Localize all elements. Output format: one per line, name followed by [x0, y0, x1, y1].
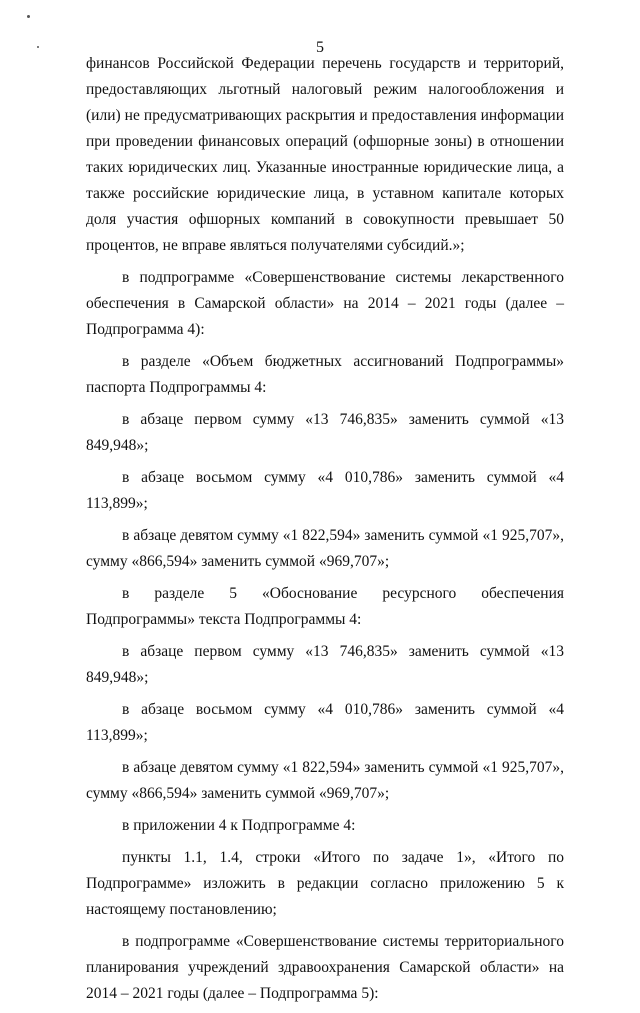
paragraph: в абзаце девятом сумму «1 822,594» заменить суммой «1 925,707», сумму «866,594» заменить суммой «969,707»; — [86, 759, 564, 802]
paragraph: в приложении 4 к Подпрограмме 4: — [122, 817, 356, 834]
paragraph: в абзаце первом сумму «13 746,835» заменить суммой «13 849,948»; — [86, 643, 564, 686]
paragraph: пункты 1.1, 1.4, строки «Итого по задаче 1», «Итого по Подпрограмме» изложить в редакции согласно приложению 5 к настоящему постановлению; — [86, 849, 564, 918]
paragraph: в абзаце восьмом сумму «4 010,786» заменить суммой «4 113,899»; — [86, 701, 564, 744]
paragraph-continuation: финансов Российской Федерации перечень государств и территорий, предоставляющих льготный налоговый режим налогообложения и (или) не предусматривающих раскрытия и предоставления информации при проведении финансовых операций (офшорные зоны) в отношении таких юридических лиц. Указанные иностранные юридические лица, а также российские юридические лица, в уставном капитале которых доля участия офшорных компаний в совокупности превышает 50 процентов, не вправе являться получателями субсидий.»; — [86, 55, 564, 254]
paragraph: в абзаце девятом сумму «1 822,594» заменить суммой «1 925,707», сумму «866,594» заменить суммой «969,707»; — [86, 527, 564, 570]
paragraph: в разделе «Объем бюджетных ассигнований Подпрограммы» паспорта Подпрограммы 4: — [86, 353, 564, 396]
paragraph: в абзаце восьмом сумму «4 010,786» заменить суммой «4 113,899»; — [86, 469, 564, 512]
paragraph: в подпрограмме «Совершенствование системы территориального планирования учреждений здравоохранения Самарской области» на 2014 – 2021 годы (далее – Подпрограмма 5): — [86, 933, 564, 1002]
scan-speck — [27, 15, 30, 18]
paragraph: в абзаце первом сумму «13 746,835» заменить суммой «13 849,948»; — [86, 411, 564, 454]
paragraph: в разделе 5 «Обоснование ресурсного обеспечения Подпрограммы» текста Подпрограммы 4: — [86, 585, 564, 628]
paragraph: в подпрограмме «Совершенствование системы лекарственного обеспечения в Самарской области» на 2014 – 2021 годы (далее – Подпрограмма 4): — [86, 269, 564, 338]
page-number: 5 — [316, 39, 324, 56]
document-body — [86, 51, 564, 1013]
